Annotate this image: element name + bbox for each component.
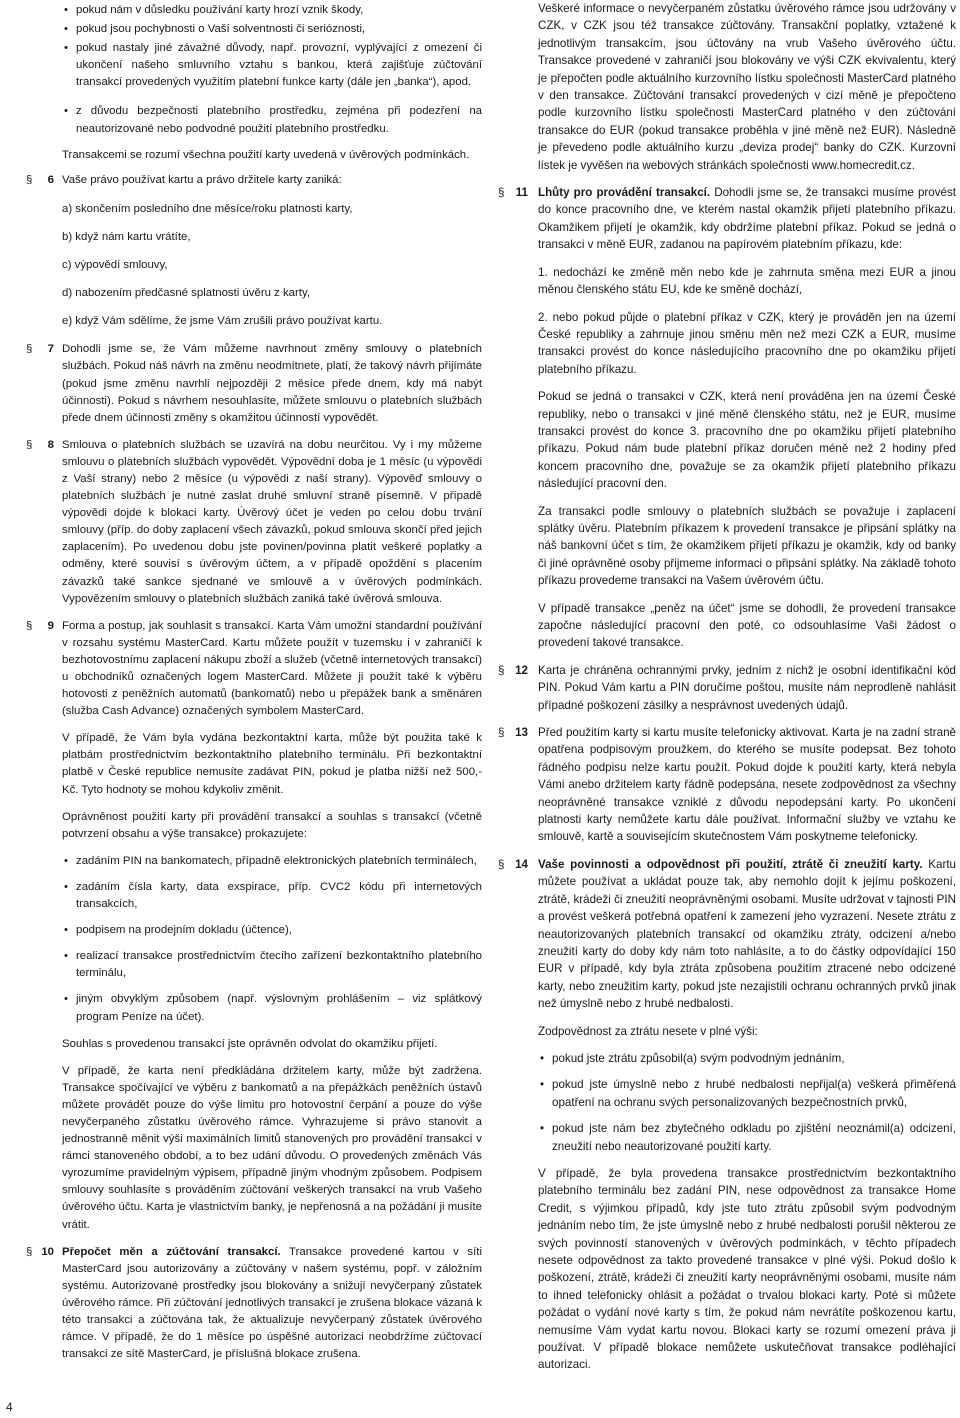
section-number: § 12 — [500, 662, 528, 679]
list-item: • pokud jste úmyslně nebo z hrubé nedbalosti nepřijal(a) veškerá přiměřená opatření na ochranu svých personalizovaných bezpečnostních prvků, — [538, 1076, 956, 1111]
section-number: § 8 — [28, 437, 54, 454]
section-10 — [28, 1244, 482, 1364]
section-14 — [500, 856, 956, 1374]
currency-paragraph: Veškeré informace o nevyčerpaném zůstatku úvěrového rámce jsou udržovány v CZK, v CZK jsou též transakce zúčtovány. Transakční poplatky, vztažené k jednotlivým transakcím, jsou účtovány na vrub Vašeho úvěrového účtu. Transakce provedené v zahraničí jsou blokovány ve výši CZK ekvivalentu, který je přepočten podle aktuálního kurzovního lístku společnosti MasterCard platného v den transakce. Zúčtování transakcí provedených v cizí měně je přepočteno podle kurzovního lístku společnosti MasterCard platného v den zúčtování transakce do EUR (pokud transakce proběhla v jiné měně než EUR). Následně je převedeno podle aktuálního kurzu „deviza prodej“ banky do CZK. Kurzovní lístek je vyvěšen na webových stránkách společnosti www.homecredit.cz. — [538, 2, 956, 172]
list-item: • zadáním PIN na bankomatech, případně elektronických platebních terminálech, — [62, 853, 482, 870]
section-text: V případě, že karta není předkládána držitelem karty, může být zadržena. Transakce spočívající ve výběru z bankomatů a na přepážkách peněžních ústavů můžete provádět pouze do výše limitu pro hotovostní čerpání a pouze do výše nevyčerpaného zůstatku úvěrového rámce. Vyhrazujeme si právo stanovit a jednostranně měnit výši maximálních limitů stanovených pro provádění transakcí v rámci stanoveného období, a to bez udání důvodu. O provedených změnách Vás vyrozumíme pravidelným výpisem, případně jiným vhodným způsobem. Podpisem smlouvy souhlasíte s prováděním zúčtování veškerých transakcí na vrub Vašeho úvěrového účtu. Karta je vlastnictvím banky, je nepřenosná a na požádání ji musíte vrátit. — [62, 1064, 482, 1231]
bullet-list — [538, 1050, 956, 1155]
section-text: Souhlas s provedenou transakcí jste oprávněn odvolat do okamžiku přijetí. — [62, 1037, 438, 1050]
list-item: a) skončením posledního dne měsíce/roku platnosti karty, — [62, 202, 353, 215]
list-item: • pokud jste nám bez zbytečného odkladu po zjištění neoznámil(a) odcizení, zneužití nebo neautorizované použití karty. — [538, 1120, 956, 1155]
section-number: § 10 — [28, 1244, 54, 1261]
section-text: Pokud se jedná o transakci v CZK, která není prováděna jen na území České republiky, nebo o transakci v jiné měně členského státu, než je EUR, musíme transakci provést do konce 3. pracovního dne po okamžiku přijetí platebního příkazu. Pokud nám bude platební příkaz doručen méně než 2 hodiny před koncem pracovního dne, považuje se za okamžik přijetí platebního příkazu následující pracovní den. — [538, 390, 956, 491]
list-item: • z důvodu bezpečnosti platebního prostředku, zejména při podezření na neautorizované nebo podvodné použití platebního prostředku. — [62, 103, 482, 137]
section-number: § 13 — [500, 724, 528, 741]
section-text — [62, 1244, 482, 1364]
list-item: d) nabozením předčasné splatnosti úvěru z karty, — [62, 287, 310, 300]
top-bullet-list — [28, 2, 482, 138]
section-11 — [500, 184, 956, 652]
list-item: • realizací transakce prostřednictvím čtecího zařízení bezkontaktního platebního terminálu, — [62, 948, 482, 982]
list-item: • zadáním čísla karty, data exspirace, příp. CVC2 kódu při internetových transakcích, — [62, 879, 482, 913]
list-item: c) výpovědí smlouvy, — [62, 259, 168, 272]
list-item: • jiným obvyklým způsobem (např. výslovným prohlášením – viz splátkový program Peníze na účet). — [62, 991, 482, 1025]
list-item: e) když Vám sdělíme, že jsme Vám zrušili právo používat kartu. — [62, 315, 383, 328]
section-text: Karta je chráněna ochrannými prvky, jedním z nichž je osobní identifikační kód PIN. Pokud Vám kartu a PIN doručíme poštou, musíte nám neprodleně nahlásit případné poškození zásilky a nesprávnost uvedených údajů. — [538, 663, 956, 712]
page-number: 4 — [6, 1400, 13, 1414]
section-text: Zodpovědnost za ztrátu nesete v plné výši: — [538, 1024, 758, 1038]
section-number: § 11 — [500, 184, 528, 201]
section-heading: Vaše povinnosti a odpovědnost při použití, ztrátě či zneužití karty. — [538, 857, 923, 871]
section-number: § 7 — [28, 341, 54, 358]
section-text — [538, 856, 956, 1013]
list-item: • pokud nám v důsledku používání karty hrozí vznik škody, — [62, 2, 482, 19]
list-item: • pokud jsou pochybnosti o Vaší solventnosti či serióznosti, — [62, 21, 482, 38]
section-text: Před použitím karty si kartu musíte telefonicky aktivovat. Karta je na zadní straně opatřena podpisovým proužkem, do kterého se musíte podepsat. Bez tohoto řádného podpisu nelze kartu použít. Pokud dojde k použití karty, která nebyla Vámi anebo držitelem karty řádně podepsána, nesete zodpovědnost za všechny neoprávněné transakce vzniklé z důvodu nepodepsání karty. Po ukončení platnosti karty nemůžete kartu dále používat. Informační služby ve vztahu ke smlouvě, kartě a souvisejícím skutečnostem Vám poskytneme telefonicky. — [538, 726, 956, 844]
section-text — [538, 184, 956, 254]
section-body: Dohodli jsme se, že transakci musíme provést do konce pracovního dne, ve kterém nastal okamžik přijetí platebního příkazu. Okamžikem přijetí je okamžik, kdy obdržíme platební příkaz. Pokud se jedná o transakci v měně EUR, zadanou na papírovém platebním příkazu, kde: — [538, 186, 956, 252]
left-column — [28, 2, 482, 1373]
list-item: • pokud jste ztrátu způsobil(a) svým podvodným jednáním, — [538, 1050, 956, 1067]
section-body: Kartu můžete používat a ukládat pouze tak, aby nemohlo dojít k jejímu poškození, ztrátě, krádeži či zneužití neoprávněnými osobami. Musíte udržovat v tajnosti PIN a provést veškerá potřebná opatření k zamezení jeho vyzrazení. Nesete ztrátu z neautorizovaných platebních transakcí od okamžiku ztráty, odcizení a/nebo zneužití karty do doby kdy nám toto nahlásíte, a to do částky odpovídající 150 EUR v případě, kdy byla ztráta způsobena použitím ztracené nebo odcizené karty, nebo zneužitím karty, pokud jste nezajistili ochranu ochranných prvků jinak než úmyslně nebo z hrubé nedbalosti. — [538, 857, 957, 1011]
bullet-list — [62, 853, 482, 1026]
section-text: Smlouva o platebních službách se uzavírá na dobu neurčitou. Vy i my můžeme smlouvu o platebních službách vypovědět. Výpovědní doba je 1 měsíc (u výpovědi z Vaší strany) nebo 2 měsíce (u výpovědi z naší strany). Výpověď smlouvy o platebních službách je nutné zaslat druhé smluvní straně písemně. V případě výpovědi dojde k blokaci karty. Úvěrový účet je veden po celou dobu trvání smlouvy (příp. do doby zaplacení všech závazků, pokud smlouva skončí před jejich zaplacením). Po uvedenou dobu jste povinen/povinna platit veškeré poplatky a odměny, které souvisí s úvěrovým účtem, a v případě opoždění s placením závazků také sankce sjednané ve smlouvě a v úvěrových podmínkách. Vypovězením smlouvy o platebních službách zaniká také úvěrová smlouva. — [62, 438, 482, 605]
section-6 — [28, 172, 482, 331]
section-8 — [28, 437, 482, 608]
section-text: V případě transakce „peněz na účet“ jsme se dohodli, že provedení transakce započne následující pracovní den poté, co odsouhlasíme Vaši žádost o provedení takové transakce. — [538, 601, 956, 650]
section-intro: Vaše právo používat kartu a právo držitele karty zaniká: — [62, 173, 342, 186]
section-text: V případě, že byla provedena transakce prostřednictvím bezkontaktního platebního terminálu bez zadání PIN, nese odpovědnost za transakce Home Credit, s výjimkou případů, kdy jste tuto ztrátu způsobil svým podvodným jednáním nebo tím, že jste úmyslně nebo z hrubé nedbalosti porušil některou ze svých povinností stanovených v úvěrových podmínkách, v těchto případech nesete odpovědnost za takto provedené transakce v plné výši. Pokud došlo k poškození, ztrátě, krádeži či zneužití karty neoprávněnými osobami, musíte nám to ihned telefonicky ohlásit a požádat o trvalou blokaci karty. Poté si můžete požádat o vydání nové karty s tím, že pokud nám nevrátíte poškozenou kartu, nemusíme Vám vydat kartu novou. Blokaci karty se rozumí omezení práva ji používat. V případě blokace nemůžete uskutečňovat transakce podléhající autorizaci. — [538, 1166, 956, 1372]
list-item: • podpisem na prodejním dokladu (účtence), — [62, 922, 482, 939]
section-13 — [500, 724, 956, 846]
section-text: Oprávněnost použití karty při provádění transakcí a souhlas s transakcí (včetně potvrzení obsahu a výše transakce) prokazujete: — [62, 810, 482, 840]
section-text: Dohodli jsme se, že Vám můžeme navrhnout změny smlouvy o platebních službách. Pokud náš návrh na změnu neodmítnete, platí, že takový návrh přijímáte (pokud jsme změnu navrhli nejpozději 2 měsíce přede dnem, kdy má nabýt účinnosti). Pokud s návrhem nesouhlasíte, můžete smlouvu o platebních službách přede dnem účinnosti změny s okamžitou účinností vypovědět. — [62, 343, 482, 424]
right-column — [500, 0, 956, 1384]
section-9 — [28, 618, 482, 1234]
section-number: § 9 — [28, 618, 54, 635]
section-heading: Přepočet měn a zúčtování transakcí. — [62, 1245, 281, 1258]
section-number: § 6 — [28, 172, 54, 189]
section-12 — [500, 662, 956, 714]
section-text: Za transakci podle smlouvy o platebních službách se považuje i zaplacení splátky úvěru. Platebním příkazem k provedení transakce je připsání splátky na náš bankovní účet s tím, že okamžikem přijetí příkazu je okamžik, kdy od banky či jiné oprávněné osoby přijmeme informaci o připsání splátky. Na základě tohoto příkazu provedeme transakci na Vašem úvěrovém účtu. — [538, 504, 956, 588]
section-heading: Lhůty pro provádění transakcí. — [538, 186, 711, 200]
section-text: Forma a postup, jak souhlasit s transakcí. Karta Vám umožní standardní používání v rozsahu systému MasterCard. Kartu můžete použít v tuzemsku i v zahraničí k bezhotovostnímu zaplacení nákupu zboží a služeb (včetně internetových transakcí) u obchodníků označených logem MasterCard. Můžete ji použít také k výběru hotovosti z peněžních automatů (bankomatů) nebo u přepážek bank a směnáren (služba Cash Advance) označených symbolem MasterCard. — [62, 619, 482, 718]
transaction-note: Transakcemi se rozumí všechna použití karty uvedená v úvěrových podmínkách. — [62, 148, 470, 161]
section-text: 1. nedochází ke změně měn nebo kde je zahrnuta směna mezi EUR a jinou měnou členského státu EU, kde ke směně dochází, — [538, 265, 956, 297]
list-item: • pokud nastaly jiné závažné důvody, např. provozní, vyplývající z omezení či ukončení našeho smluvního vztahu s bankou, která zajišťuje zúčtování transakcí provedených využitím platební funkce karty (dále jen „banka“), apod. — [62, 40, 482, 91]
section-number: § 14 — [500, 856, 528, 873]
section-7 — [28, 341, 482, 426]
section-text: 2. nebo pokud půjde o platební příkaz v CZK, který je prováděn jen na území České republiky a zahrnuje jinou směnu měn než mezi CZK a EUR, musíme transakci provést do konce následujícího pracovního dne po okamžiku přijetí platebního příkazu. — [538, 310, 956, 376]
section-text: V případě, že Vám byla vydána bezkontaktní karta, může být použita také k platbám prostřednictvím bezkontaktního platebního terminálu. Při bezkontaktní platbě v České republice nemusíte zadávat PIN, pokud je platba nižší než 500,- Kč. Tyto hodnoty se mohou kdykoliv změnit. — [62, 732, 482, 796]
section-body: Transakce provedené kartou v síti MasterCard jsou autorizovány a zúčtovány v našem systému, popř. v záložním systému. Autorizované prostředky jsou blokovány a snižují nevyčerpaný zůstatek úvěrového rámce. Při zúčtování jednotlivých transakcí je zrušena blokace vázaná k této transakci a zúčtována tak, že aktualizuje nevyčerpaný zůstatek úvěrového rámce. V případě, že do 1 měsíce po úspěšné autorizaci neobdržíme zúčtovací transakci ze sítě MasterCard, je příslušná blokace zrušena. — [62, 1245, 482, 1361]
list-item: b) když nám kartu vrátíte, — [62, 230, 191, 243]
